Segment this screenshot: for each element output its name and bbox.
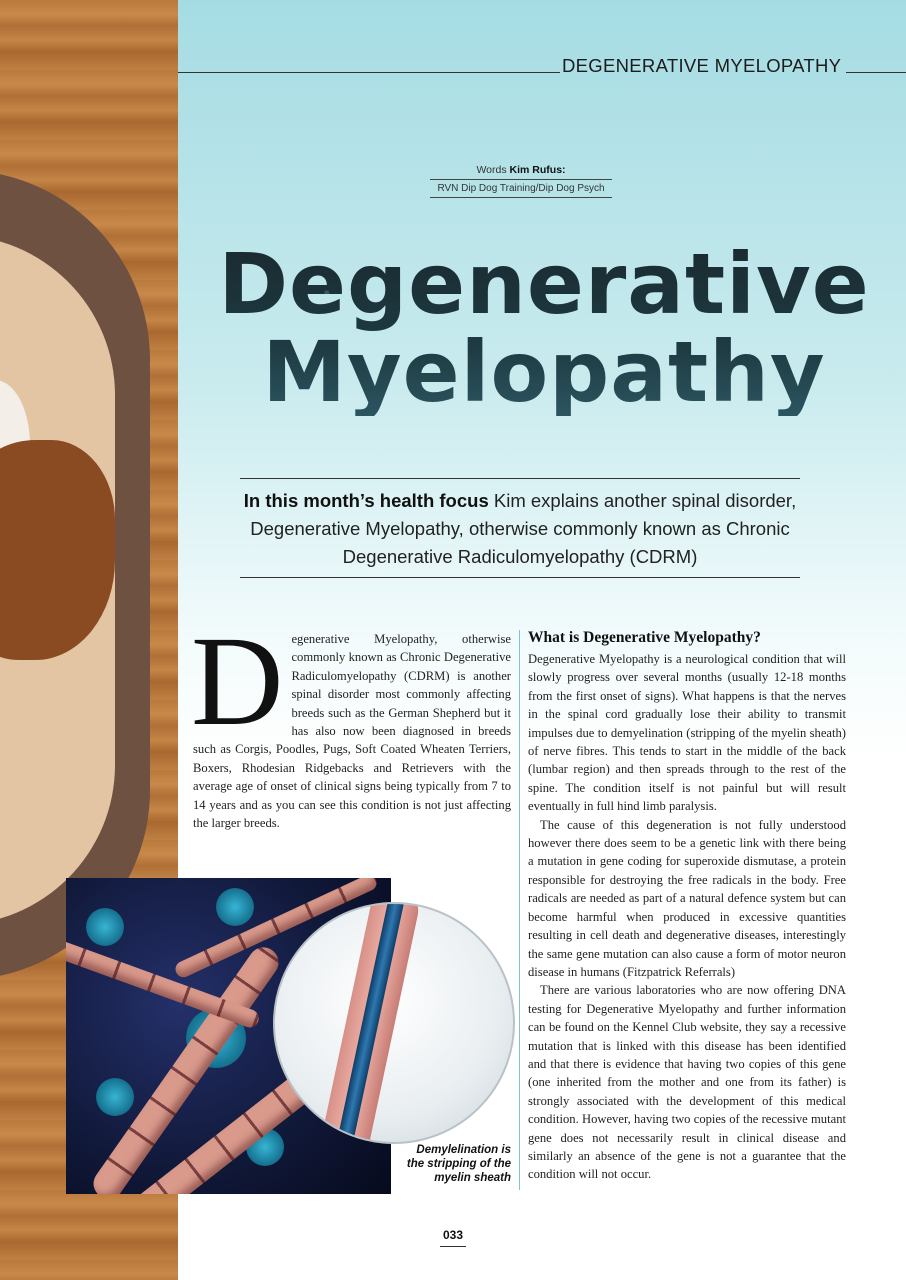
byline-author: Kim Rufus: bbox=[509, 164, 566, 176]
neuron-cell bbox=[86, 908, 124, 946]
article-column-right bbox=[528, 628, 846, 1184]
article-column-left bbox=[191, 610, 511, 832]
neuron-cell bbox=[216, 888, 254, 926]
section-rule-right bbox=[846, 72, 906, 73]
figure-caption: Demylelination is the stripping of the myelin sheath bbox=[406, 1144, 511, 1184]
page-number: 033 bbox=[440, 1228, 466, 1247]
byline-prefix: Words bbox=[476, 164, 507, 176]
article-paragraph-3: There are various laboratories who are now offering DNA testing for Degenerative Myelopathy and further information can be found on the Kennel Club website, they say a recessive mutation that is linked with this disease has been identified and that there is evidence that having two copies of this gene (one inherited from the mother and one from its father) is strongly associated with the development of this medical condition. However, having two copies of the recessive mutant gene does not necessarily result in clinical disease and similarly an absence of the gene is not a guarantee that the condition will not occur. bbox=[528, 983, 846, 1182]
article-paragraph-1: Degenerative Myelopathy is a neurological condition that will slowly progress over several months (usually 12-18 months from the first onset of signs). What happens is that the nerves in the spinal cord gradually lose their ability to transmit impulses due to demyelination (stripping of the myelin sheath) of nerve fibres. This tends to start in the middle of the back (lumbar region) and then spreads through to the rest of the spine. The condition itself is not painful but will result eventually in full hind limb paralysis. bbox=[528, 652, 846, 814]
standfirst-text: Kim explains another spinal disorder, Degenerative Myelopathy, otherwise commonly known as Chronic Degenerative Radiculomyelopathy (CDRM) bbox=[250, 490, 797, 567]
article-intro: egenerative Myelopathy, otherwise commonly known as Chronic Degenerative Radiculomyelopathy (CDRM) is another spinal disorder most commonly affecting breeds such as the German Shepherd but it has also now been diagnosed in breeds such as Corgis, Poodles, Pugs, Soft Coated Wheaten Terriers, Boxers, Rhodesian Ridgebacks and Retrievers with the average age of onset of clinical signs being typically from 7 to 14 years and as you can see this condition is not just affecting the larger breeds. bbox=[193, 632, 511, 831]
byline-author-line bbox=[430, 164, 612, 180]
headline-line-2: Myelopathy bbox=[262, 323, 826, 421]
standfirst-lead: In this month’s health focus bbox=[243, 490, 489, 511]
neuron-cell bbox=[96, 1078, 134, 1116]
byline bbox=[430, 164, 612, 198]
standfirst bbox=[240, 478, 800, 578]
column-divider bbox=[519, 630, 520, 1190]
section-label: DEGENERATIVE MYELOPATHY bbox=[562, 55, 842, 76]
drop-cap: D bbox=[191, 610, 284, 752]
byline-credentials: RVN Dip Dog Training/Dip Dog Psych bbox=[430, 180, 612, 198]
headline-line-1: Degenerative bbox=[218, 235, 870, 333]
section-heading: What is Degenerative Myelopathy? bbox=[528, 629, 761, 646]
section-rule-left bbox=[178, 72, 560, 73]
article-headline bbox=[182, 235, 906, 421]
article-paragraph-2: The cause of this degeneration is not fully understood however there does seem to be a genetic link with there being a mutation in gene coding for superoxide dismutase, a protein responsible for destroying the free radicals in the body. Free radicals are needed as part of a natural defence system but can become harmful when produced in excessive quantities resulting in cell death and degenerative diseases, interestingly the same gene mutation can also cause a form of motor neuron disease in humans (Fitzpatrick Referrals) bbox=[528, 817, 846, 979]
magnified-axon-circle bbox=[273, 902, 515, 1144]
